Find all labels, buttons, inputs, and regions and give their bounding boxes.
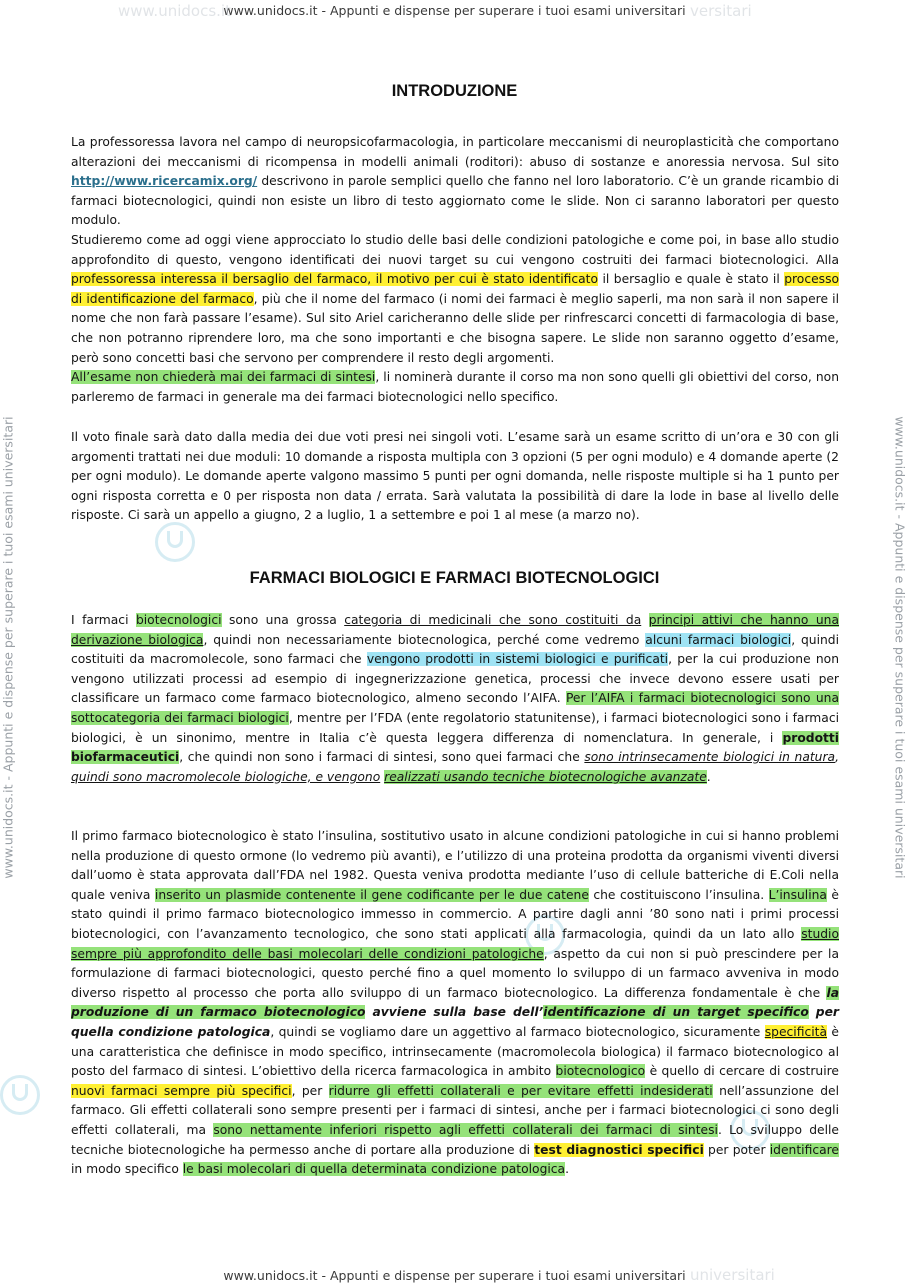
watermark-right-vertical: www.unidocs.it - Appunti e dispense per superare i tuoi esami universitari: [892, 416, 908, 879]
watermark-ghost-left: www.unidocs.it: [118, 2, 231, 20]
section-title-introduzione: INTRODUZIONE: [391, 82, 518, 100]
watermark-bottom: www.unidocs.it - Appunti e dispense per superare i tuoi esami universitari: [223, 1268, 686, 1283]
watermark-left-vertical: www.unidocs.it - Appunti e dispense per superare i tuoi esami universitari: [0, 416, 16, 879]
watermark-top: www.unidocs.it - Appunti e dispense per superare i tuoi esami universitari: [223, 3, 686, 18]
farmaci-paragraph-1: I farmaci biotecnologici sono una grossa categoria di medicinali che sono costituiti da principi attivi che hanno una derivazione biologica, quindi non necessariamente biotecnologica, perché come vedremo alcuni farmaci biologici, quindi costituiti da macromolecole, sono farmaci che vengono prodotti in sistemi biologici e purificati, per la cui produzione non vengono utilizzati processi ad esempio di ingegnerizzazione genetica, processi che invece devono essere usati per classificare un farmaco come farmaco biotecnologico, almeno secondo l’AIFA. Per l’AIFA i farmaci biotecnologici sono una sottocategoria dei farmaci biologici, mentre per l’FDA (ente regolatorio statunitense), i farmaci biotecnologici sono i farmaci biologici, è un sinonimo, mentre in Italia c’è questa leggera differenza di nomenclatura. In generale, i prodotti biofarmaceutici, che quindi non sono i farmaci di sintesi, sono quei farmaci che sono intrinsecamente biologici in natura, quindi sono macromolecole biologiche, e vengono realizzati usando tecniche biotecnologiche avanzate.: [71, 613, 839, 784]
intro-paragraph-1: La professoressa lavora nel campo di neuropsicofarmacologia, in particolare meccanismi di neuroplasticità che comportano alterazioni dei meccanismi di ricompensa in modelli animali (roditori): abuso di sostanze e anoressia nervosa. Sul sito http://www.ricercamix.org/ descrivono in parole semplici quello che fanno nel loro laboratorio. C’è un grande ricambio di farmaci biotecnologici, quindi non esiste un libro di testo aggiornato come le slide. Non ci saranno laboratori per questo modulo. Studieremo come ad oggi viene approcciato lo studio delle basi delle condizioni patologiche e come poi, in base allo studio approfondito di questo, vengono identificati dei nuovi target su cui vengono costruiti dei farmaci biotecnologici. Alla professoressa interessa il bersaglio del farmaco, il motivo per cui è stato identificato il bersaglio e quale è stato il processo di identificazione del farmaco, più che il nome del farmaco (i nomi dei farmaci è meglio saperli, ma non sarà il non sapere il nome che non farà passare l’esame). Sul sito Ariel caricheranno delle slide per rinfrescarci concetti di farmacologia di base, che non potranno riprendere loro, ma che sono importanti e che bisogna sapere. Le slide non saranno oggetto d’esame, però sono concetti basi che servono per comprendere il resto degli argomenti. All’esame non chiederà mai dei farmaci di sintesi, li nominerà durante il corso ma non sono quelli gli obiettivi del corso, non parleremo de farmaci in generale ma dei farmaci biotecnologici nello specifico.: [71, 135, 840, 404]
watermark-ghost-right: versitari: [690, 2, 752, 20]
farmaci-paragraph-2: Il primo farmaco biotecnologico è stato l’insulina, sostitutivo usato in alcune condizioni patologiche in cui si hanno problemi nella produzione di questo ormone (lo vedremo più avanti), e l’utilizzo di una proteina prodotta da organismi viventi diversi dall’uomo è stata approvata dall’FDA nel 1982. Questa veniva prodotta mediante l’uso di cellule batteriche di E.Coli nella quale veniva inserito un plasmide contenente il gene codificante per le due catene che costituiscono l’insulina. L’insulina è stato quindi il primo farmaco biotecnologico immesso in commercio. A partire dagli anni ’80 sono nati i primi processi biotecnologici, con l’avanzamento tecnologico, che sono stati applicati alla farmacologia, quindi da un lato allo studio sempre più approfondito delle basi molecolari delle condizioni patologiche, aspetto da cui non si può prescindere per la formulazione di farmaci biotecnologici, questo perché fino a quel momento lo sviluppo di un farmaco avveniva in modo diverso rispetto al processo che porta allo sviluppo di un farmaco biotecnologico. La differenza fondamentale è che la produzione di un farmaco biotecnologico avviene sulla base dell’identificazione di un target specifico per quella condizione patologica, quindi se vogliamo dare un aggettivo al farmaco biotecnologico, sicuramente specificità è una caratteristica che definisce in modo specifico, intrinsecamente (macromolecola biologica) il farmaco biotecnologico al posto del farmaco di sintesi. L’obiettivo della ricerca farmacologica in ambito biotecnologico è quello di cercare di costruire nuovi farmaci sempre più specifici, per ridurre gli effetti collaterali e per evitare effetti indesiderati nell’assunzione del farmaco. Gli effetti collaterali sono sempre presenti per i farmaci di sintesi, anche per i farmaci biotecnologici ci sono degli effetti collaterali, ma sono nettamente inferiori rispetto agli effetti collaterali dei farmaci di sintesi. Lo sviluppo delle tecniche biotecnologiche ha permesso anche di portare alla produzione di test diagnostici specifici per poter identificare in modo specifico le basi molecolari di quella determinata condizione patologica.: [71, 829, 839, 1177]
watermark-ghost-bottom: universitari: [690, 1266, 775, 1284]
unidocs-logo-icon: [155, 522, 195, 562]
section-title-farmaci: FARMACI BIOLOGICI E FARMACI BIOTECNOLOGICI: [249, 569, 660, 587]
ricercamix-link[interactable]: http://www.ricercamix.org/: [71, 174, 258, 189]
intro-paragraph-exam: Il voto finale sarà dato dalla media dei due voti presi nei singoli voti. L’esame sarà un esame scritto di un’ora e 30 con gli argomenti trattati nei due moduli: 10 domande a risposta multipla con 3 opzioni (5 per ogni modulo) e 4 domande aperte (2 per ogni modulo). Le domande aperte valgono massimo 5 punti per ogni domanda, nelle risposte multiple si ha 1 punto per ogni risposta corretta e 0 per risposta non data / errata. Sarà valutata la possibilità di dare la lode in base al livello delle risposte. Ci sarà un appello a giugno, 2 a luglio, 1 a settembre e poi 1 al mese (a marzo no).: [71, 430, 839, 523]
unidocs-logo-icon: [0, 1075, 40, 1115]
